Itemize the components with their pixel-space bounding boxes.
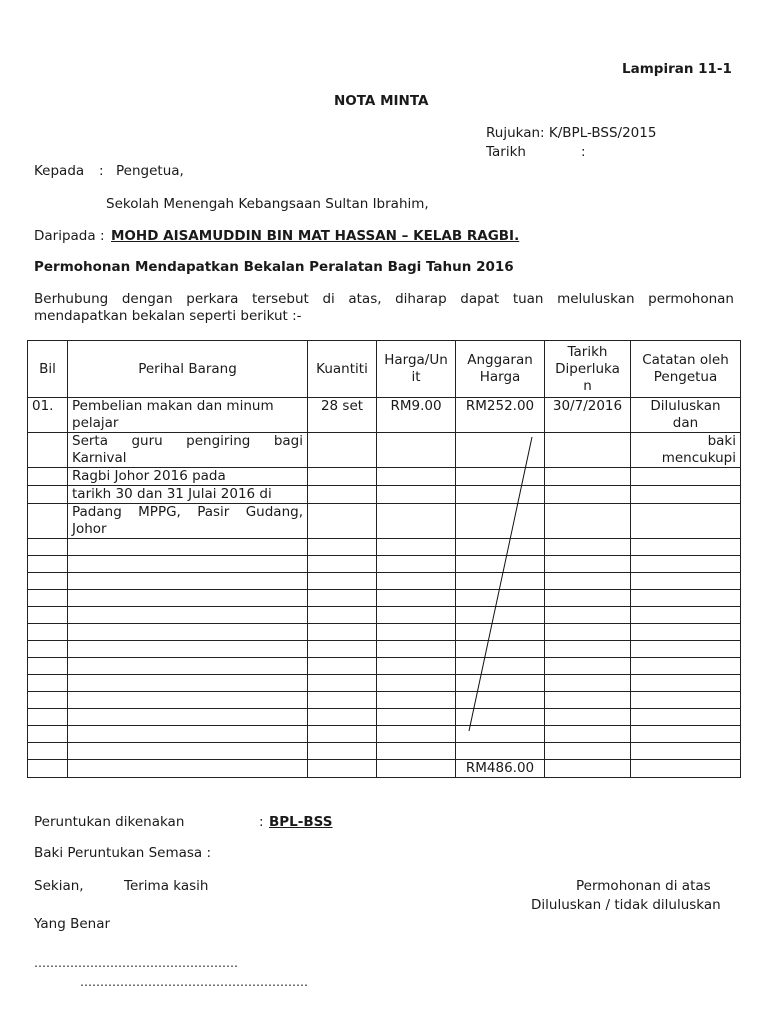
header-kuantiti: Kuantiti xyxy=(308,341,377,398)
signature-line-2: ………………………………………………… xyxy=(80,975,308,989)
rujukan-text: Rujukan: K/BPL-BSS/2015 xyxy=(486,125,657,141)
table-row xyxy=(28,743,741,760)
permohonan-line2: Diluluskan / tidak diluluskan xyxy=(531,897,721,913)
cell-harga: RM9.00 xyxy=(377,398,456,433)
cell-perihal: Serta guru pengiring bagi Karnival xyxy=(68,433,308,468)
table-row xyxy=(28,573,741,590)
table-total-row xyxy=(28,760,741,778)
cell-perihal: Ragbi Johor 2016 pada xyxy=(68,468,308,486)
daripada-value: MOHD AISAMUDDIN BIN MAT HASSAN – KELAB RAGBI. xyxy=(111,228,520,244)
header-catatan: Catatan oleh Pengetua xyxy=(631,341,741,398)
baki-peruntukan-label: Baki Peruntukan Semasa : xyxy=(34,845,212,861)
header-harga: Harga/Un it xyxy=(377,341,456,398)
table-row xyxy=(28,504,741,539)
cell-catatan: baki mencukupi xyxy=(631,433,741,468)
intro-line2: mendapatkan bekalan seperti berikut :- xyxy=(34,308,302,324)
permohonan-line1: Permohonan di atas xyxy=(576,878,711,894)
document-title: NOTA MINTA xyxy=(334,93,429,109)
peruntukan-label: Peruntukan dikenakan xyxy=(34,814,185,830)
cell-kuantiti: 28 set xyxy=(308,398,377,433)
peruntukan-colon: : xyxy=(259,814,264,830)
table-row xyxy=(28,692,741,709)
table-header-row xyxy=(28,341,741,398)
cell-perihal: tarikh 30 dan 31 Julai 2016 di xyxy=(68,486,308,504)
table-row xyxy=(28,709,741,726)
table-row xyxy=(28,590,741,607)
header-bil: Bil xyxy=(28,341,68,398)
tarikh-label: Tarikh xyxy=(486,144,526,160)
table-row xyxy=(28,607,741,624)
cell-total: RM486.00 xyxy=(456,760,545,778)
header-anggaran: Anggaran Harga xyxy=(456,341,545,398)
kepada-label: Kepada xyxy=(34,163,85,179)
table-row xyxy=(28,658,741,675)
cell-perihal: Padang MPPG, Pasir Gudang, Johor xyxy=(68,504,308,539)
header-tarikh: Tarikh Diperluka n xyxy=(545,341,631,398)
kepada-colon: : xyxy=(99,163,104,179)
sekian-text: Sekian, xyxy=(34,878,84,894)
tarikh-colon: : xyxy=(581,144,586,160)
subject-line: Permohonan Mendapatkan Bekalan Peralatan Bagi Tahun 2016 xyxy=(34,259,514,275)
cell-bil: 01. xyxy=(28,398,68,433)
request-table xyxy=(27,340,741,778)
peruntukan-value: BPL-BSS xyxy=(269,814,333,830)
intro-line1: Berhubung dengan perkara tersebut di atas, diharap dapat tuan meluluskan permohonan xyxy=(34,291,734,307)
header-perihal: Perihal Barang xyxy=(68,341,308,398)
cell-tarikh: 30/7/2016 xyxy=(545,398,631,433)
kepada-line2: Sekolah Menengah Kebangsaan Sultan Ibrahim, xyxy=(106,196,429,212)
table-row xyxy=(28,726,741,743)
lampiran-label: Lampiran 11-1 xyxy=(622,61,732,77)
table-row xyxy=(28,556,741,573)
yang-benar-text: Yang Benar xyxy=(34,916,111,932)
signature-line: …………………………………………… xyxy=(34,956,238,970)
cell-anggaran: RM252.00 xyxy=(456,398,545,433)
table-row xyxy=(28,539,741,556)
table-row xyxy=(28,486,741,504)
cell-perihal: Pembelian makan dan minum pelajar xyxy=(68,398,308,433)
table-row xyxy=(28,624,741,641)
table-row xyxy=(28,641,741,658)
table-row xyxy=(28,468,741,486)
terima-kasih-text: Terima kasih xyxy=(124,878,209,894)
kepada-line1: Pengetua, xyxy=(116,163,184,179)
daripada-label: Daripada : xyxy=(34,228,105,244)
table-row xyxy=(28,675,741,692)
table-row xyxy=(28,433,741,468)
table-row xyxy=(28,398,741,433)
cell-catatan: Diluluskan dan xyxy=(631,398,741,433)
